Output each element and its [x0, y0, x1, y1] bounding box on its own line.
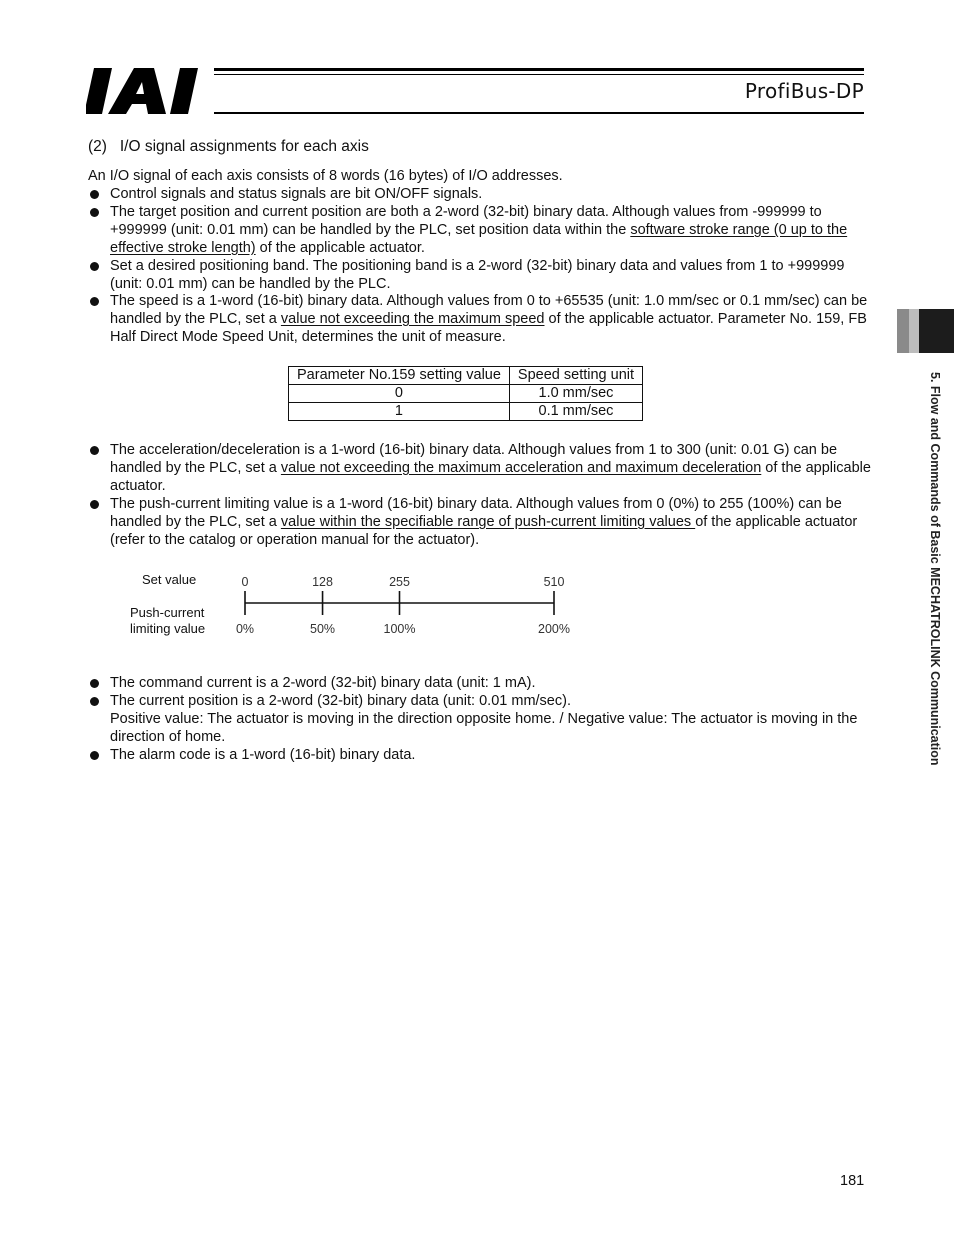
scale-tick-value: 255	[389, 575, 410, 589]
scale-tick-percent: 50%	[310, 622, 336, 636]
scale-label-push-current: Push-current	[130, 605, 205, 620]
table-row	[289, 403, 643, 421]
scale-label-set-value: Set value	[142, 572, 197, 587]
bullet-item: The current position is a 2-word (32-bit) binary data (unit: 0.01 mm/sec). Positive value: The actuator is moving in the direction opposite home. / Negative value: The actuator is moving in the direction of home.	[88, 692, 873, 746]
table-header-cell: Speed setting unit	[509, 367, 642, 385]
chapter-tab-marker	[897, 309, 909, 353]
scale-tick-percent: 200%	[538, 622, 570, 636]
bullet-dot-icon	[90, 190, 99, 199]
header-rule	[214, 112, 864, 114]
bullet-dot-icon	[90, 679, 99, 688]
intro-paragraph: An I/O signal of each axis consists of 8 words (16 bytes) of I/O addresses.	[88, 168, 563, 184]
section-title: (2) I/O signal assignments for each axis	[88, 138, 369, 155]
header-rule	[214, 74, 864, 75]
bullet-dot-icon	[90, 297, 99, 306]
bullet-item: The alarm code is a 1-word (16-bit) binary data.	[88, 746, 873, 764]
chapter-tab-marker	[919, 309, 954, 353]
chapter-tab-marker	[909, 309, 919, 353]
bullet-extra-text: Positive value: The actuator is moving in the direction opposite home. / Negative value: The actuator is moving in the direction of home.	[110, 711, 858, 745]
scale-tick-percent: 0%	[235, 622, 255, 636]
bullet-dot-icon	[90, 751, 99, 760]
table-cell: 1.0 mm/sec	[509, 385, 642, 403]
scale-label-limiting-value: limiting value	[130, 621, 206, 636]
table-header-row	[289, 367, 643, 385]
table-header-cell: Parameter No.159 setting value	[289, 367, 510, 385]
table-cell: 0	[289, 385, 510, 403]
bullet-item: The push-current limiting value is a 1-word (16-bit) binary data. Although values from 0 (0%) to 255 (100%) can be handled by the PLC, set a value within the specifiable range of push-current limiting values of the applicable actuator (refer to the catalog or operation manual for the actuator).	[88, 495, 873, 549]
bullet-item: The acceleration/deceleration is a 1-word (16-bit) binary data. Although values from 1 to 300 (unit: 0.01 G) can be handled by the PLC, set a value not exceeding the maximum acceleration and maximum deceleration of the applicable actuator.	[88, 441, 873, 495]
push-current-scale-diagram	[120, 568, 600, 648]
bullet-dot-icon	[90, 500, 99, 509]
table-row	[289, 385, 643, 403]
bullet-item: The target position and current position are both a 2-word (32-bit) binary data. Although values from -999999 to +999999 (unit: 0.01 mm) can be handled by the PLC, set position data within the software stroke range (0 up to the effective stroke length) of the applicable actuator.	[88, 203, 873, 257]
header-rule	[214, 68, 864, 71]
iai-logo	[86, 66, 206, 116]
bullet-dot-icon	[90, 697, 99, 706]
bullet-dot-icon	[90, 262, 99, 271]
bullet-dot-icon	[90, 208, 99, 217]
scale-tick-value: 128	[312, 575, 333, 589]
bullet-item: The command current is a 2-word (32-bit) binary data (unit: 1 mA).	[88, 674, 873, 692]
table-cell: 1	[289, 403, 510, 421]
chapter-side-label: 5. Flow and Commands of Basic MECHATROLINK Communication	[928, 372, 942, 766]
bullet-item: Control signals and status signals are bit ON/OFF signals.	[88, 185, 873, 203]
bullet-item: The speed is a 1-word (16-bit) binary data. Although values from 0 to +65535 (unit: 1.0 mm/sec or 0.1 mm/sec) can be handled by the PLC, set a value not exceeding the maximum speed of the applicable actuator. Parameter No. 159, FB Half Direct Mode Speed Unit, determines the unit of measure.	[88, 292, 873, 346]
bullet-dot-icon	[90, 446, 99, 455]
scale-tick-percent: 100%	[383, 622, 416, 636]
bullet-item: Set a desired positioning band. The positioning band is a 2-word (32-bit) binary data and values from 1 to +999999 (unit: 0.01 mm) can be handled by the PLC.	[88, 257, 873, 293]
table-cell: 0.1 mm/sec	[509, 403, 642, 421]
page-number: 181	[840, 1173, 865, 1189]
speed-unit-table	[288, 366, 643, 421]
scale-tick-value: 510	[543, 575, 565, 589]
scale-tick-value: 0	[241, 575, 249, 589]
product-name: ProfiBus-DP	[744, 79, 864, 103]
